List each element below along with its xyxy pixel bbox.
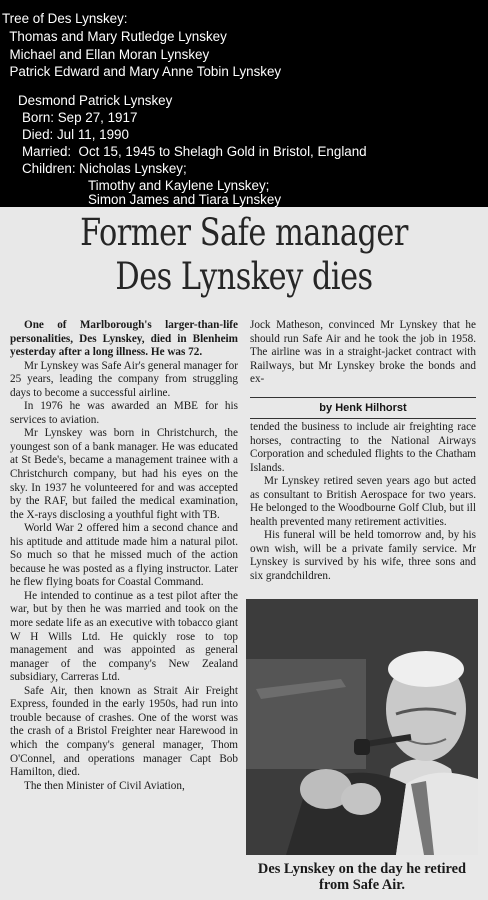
- article-paragraph: He intended to continue as a test pilot after the war, but by then he was married and took on the more sedate life as an executive with tobacco giant W H Wills Ltd. He quickly rose to top management and was appointed as general manager of the company's New Zealand subsidiary, Carreras Ltd.: [10, 589, 239, 684]
- byline: by Henk Hilhorst: [250, 397, 476, 419]
- article-paragraph: Mr Lynskey was born in Christchurch, the youngest son of a bank manager. He was educated at St Bede's, became a management trainee with a Christchurch company, but had his eyes on the sky. In 1937 he volunteered for and was accepted by the RAF, but failed the medical examination, the X-rays disclosing a youthful fight with TB.: [10, 427, 238, 521]
- marriage-info: Married: Oct 15, 1945 to Shelagh Gold in Bristol, England: [22, 144, 367, 159]
- article-paragraph: tended the business to include air freighting race horses, contracting to the National Airways Corporation and scheduled flights to the Chatham Islands.: [250, 421, 476, 474]
- tree-generation-2: Michael and Ellan Moran Lynskey: [2, 47, 210, 62]
- children-line-1: Children: Nicholas Lynskey;: [22, 161, 187, 176]
- article-headline: [44, 211, 444, 299]
- article-paragraph: Mr Lynskey was Safe Air's general manager for 25 years, leading the company from struggling days to become a successful airline.: [10, 359, 238, 399]
- portrait-photo: [246, 599, 478, 855]
- article-paragraph: World War 2 offered him a second chance and his aptitude and attitude made him a natural pilot. So much so that he missed much of the action because he was posted as a flying instructor. Later he flew flying boats for Coastal Command.: [10, 522, 238, 589]
- headline-line-2: Des Lynskey dies: [115, 255, 373, 298]
- article-column-left: [10, 319, 238, 793]
- children-line-2: Timothy and Kaylene Lynskey;: [88, 178, 270, 193]
- lead-paragraph: One of Marlborough's larger-than-life personalities, Des Lynskey, died in Blenheim yesterday after a long illness. He was 72.: [10, 319, 238, 359]
- article-paragraph: Safe Air, then known as Strait Air Freight Express, founded in the early 1950s, had run into trouble because of crashes. One of the worst was the crash of a Bristol Freighter near Harewood in which the company's general manager, Thom O'Connel, and operations manager Capt Bob Hamilton, died.: [10, 684, 238, 779]
- children-line-3: Simon James and Tiara Lynskey: [88, 192, 282, 207]
- article-paragraph: His funeral will be held tomorrow and, by his own wish, will be a private family service. Mr Lynskey is survived by his wife, three sons and six grandchildren.: [250, 529, 476, 583]
- tree-title: Tree of Des Lynskey:: [2, 11, 128, 26]
- article-column-right: [250, 421, 476, 584]
- article-paragraph: Jock Matheson, convinced Mr Lynskey that he should run Safe Air and he took the job in 1958. The airline was in a straight-jacket contract with Railways, but Mr Lynskey broke the bonds and ex-: [250, 319, 476, 386]
- article-column-right-top: [250, 319, 476, 387]
- birth-date: Born: Sep 27, 1917: [22, 110, 138, 125]
- article-paragraph: The then Minister of Civil Aviation,: [24, 779, 185, 792]
- newspaper-clipping: [0, 207, 488, 900]
- person-name: Desmond Patrick Lynskey: [18, 93, 173, 108]
- photo-caption: Des Lynskey on the day he retired from Safe Air.: [257, 861, 467, 893]
- article-paragraph: Mr Lynskey retired seven years ago but acted as consultant to British Aerospace for two years. He belonged to the Woodbourne Golf Club, but ill health prevented many retirement activities.: [250, 475, 476, 528]
- tree-generation-1: Thomas and Mary Rutledge Lynskey: [2, 29, 227, 44]
- headline-line-1: Former Safe manager: [80, 211, 408, 254]
- family-tree-header: [0, 0, 488, 207]
- tree-generation-3: Patrick Edward and Mary Anne Tobin Lynskey: [2, 64, 282, 79]
- portrait-illustration: [246, 599, 478, 855]
- article-paragraph: In 1976 he was awarded an MBE for his services to aviation.: [10, 400, 238, 426]
- death-date: Died: Jul 11, 1990: [22, 127, 129, 142]
